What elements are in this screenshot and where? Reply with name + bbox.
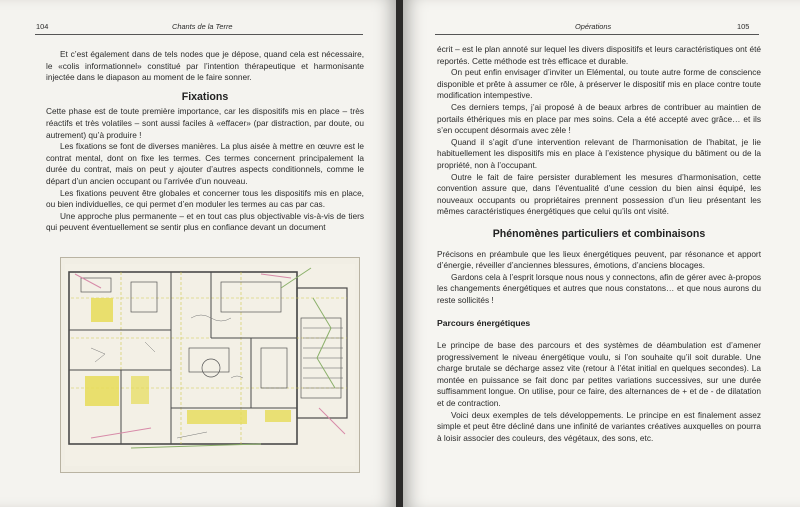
paragraph: On peut enfin envisager d’inviter un Elémental, ou toute autre forme de conscience disponible et prête à assumer ce rôle, à préserver le dispositif mis en place contre toute modification intempestive. — [437, 67, 761, 101]
left-running-title: Chants de la Terre — [172, 22, 233, 31]
floor-plan-drawing — [61, 258, 359, 472]
paragraph: Outre le fait de faire persister durablement les mesures d’harmonisation, cette convention assure que, dans l’éventualité d’une cession du bien ainsi équipé, les nouveaux occupants ou propriétaires prennent possession d’un lieu présentant les mêmes caractéristiques énergétiques que celui qu’ils ont visité. — [437, 171, 761, 217]
paragraph: Voici deux exemples de tels développements. Le principe en est finalement assez simple et peut être décliné dans une infinité de variantes créatives auxquelles on pourra à loisir associer des couleurs, des végétaux, des sons, etc. — [437, 409, 761, 443]
paragraph: Et c’est également dans de tels nodes que je dépose, quand cela est nécessaire, le «colis informationnel» constitué par l’intention thérapeutique et harmonisante injectée dans le diapason au moment de le faire sonner. — [46, 49, 364, 83]
left-header-rule — [35, 34, 363, 35]
paragraph: Une approche plus permanente – et en tout cas plus objectivable vis-à-vis de tiers qui peuvent éventuellement se sentir plus en confiance devant un document — [46, 210, 364, 233]
right-header-rule — [435, 34, 759, 35]
section-title-fixations: Fixations — [181, 90, 229, 103]
paragraph: Les fixations se font de diverses manières. La plus aisée à mettre en œuvre est le contrat mental, dont on fixe les termes. Ces termes concernent principalement la durée du contrat, mais on peut y ajouter d’autres aspects conditionnels, comme le départ d’un ancien occupant ou l’arrivée d’un nouveau. — [46, 141, 364, 186]
paragraph: Gardons cela à l’esprit lorsque nous nous y connectons, afin de gérer avec à-propos les changements énergétiques et autres que nous constatons… et que nous aurons du reste sollicités ! — [437, 271, 761, 305]
left-page — [0, 0, 397, 507]
paragraph: Ces derniers temps, j’ai proposé à de beaux arbres de contribuer au maintien de portails éthériques mis en place par mes soins. Cela a été accepté avec grâce… et ils s’en occupent désormais avec zèle ! — [437, 101, 761, 136]
right-body-text — [437, 44, 761, 444]
right-page — [403, 0, 800, 507]
annotated-floor-plan — [60, 257, 360, 473]
paragraph: écrit – est le plan annoté sur lequel les divers dispositifs et leurs caractéristiques ont été reportés. Cette méthode est très efficace et durable. — [437, 44, 761, 66]
paragraph: Précisons en préambule que les lieux énergétiques peuvent, par résonance et apport d’énergie, réveiller d’anciennes blessures, émotions, d’anciens blocages. — [437, 248, 761, 271]
paragraph: Les fixations peuvent être globales et concerner tous les dispositifs mis en place, ou bien individuelles, ce qui permet d’en moduler les termes au cas par cas. — [46, 187, 364, 210]
paragraph: Le principe de base des parcours et des systèmes de déambulation est d’amener progressivement le niveau énergétique voulu, si l’on souhaite qu’il soit durable. Une charge brutale se décharge assez vite (retour à l’état initial en quelques secondes). La montée en puissance se fait donc par petites variations successives, sur une durée suffisamment longue. On utilise, pour ce faire, des alternances de + et de - de dilatation et de contraction. — [437, 340, 761, 409]
subsection-title-parcours: Parcours énergétiques — [437, 318, 531, 329]
left-page-number: 104 — [36, 22, 49, 31]
paragraph: Quand il s’agit d’une intervention relevant de l’harmonisation de l’habitat, je lie habituellement les dispositifs mis en place à l’existence physique du bâtiment ou de la propriété, non à l’occupant. — [437, 136, 761, 170]
left-body-text — [46, 49, 364, 234]
right-page-number: 105 — [737, 22, 750, 31]
right-running-title: Opérations — [575, 22, 612, 31]
paragraph: Cette phase est de toute première importance, car les dispositifs mis en place – très réactifs et très volatiles – sont aussi faciles à «effacer» (par distraction, par doute, ou autrement) qu’à produire ! — [46, 106, 364, 140]
section-title-phenomenes: Phénomènes particuliers et combinaisons — [492, 227, 706, 240]
